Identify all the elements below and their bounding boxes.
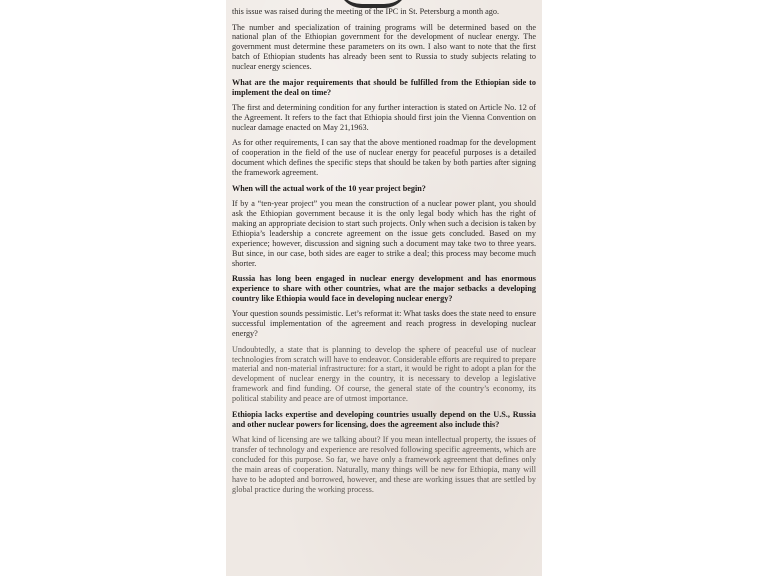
paragraph-question: Ethiopia lacks expertise and developing countries usually depend on the U.S., Russia and other nuclear powers for licensing, does the agreement also include this? — [232, 409, 536, 429]
paragraph-answer: this issue was raised during the meeting of the IPC in St. Petersburg a month ago. — [232, 7, 500, 16]
paragraph-question: When will the actual work of the 10 year project begin? — [232, 183, 426, 193]
paragraph-answer: As for other requirements, I can say that the above mentioned roadmap for the development of cooperation in the field of the use of nuclear energy for peaceful purposes is a detailed document which defines the specific steps that should be taken by both parties after signing the framework agreement. — [232, 138, 536, 178]
paragraph-answer: Your question sounds pessimistic. Let’s reformat it: What tasks does the state need to ensure successful implementation of the agreement and reach progress in developing nuclear energy? — [232, 309, 536, 339]
newspaper-column — [226, 0, 542, 576]
paragraph-answer: The first and determining condition for any further interaction is stated on Article No. 12 of the Agreement. It refers to the fact that Ethiopia should first join the Vienna Convention on nuclear damage enacted on May 21,1963. — [232, 103, 536, 132]
paragraph-answer: The number and specialization of training programs will be determined based on the national plan of the Ethiopian government for the development of nuclear energy. The government must determine these parameters on its own. I also want to note that the first batch of Ethiopian students has already been sent to Russia to study subjects relating to nuclear energy sciences. — [232, 22, 536, 72]
paragraph-answer: If by a “ten-year project” you mean the construction of a nuclear power plant, you should ask the Ethiopian government because it is the only legal body which has the right of making an appropriate decision to start such projects. Only when such a decision is taken by Ethiopia’s leadership a concrete agreement on the issue gets concluded. Based on my experience; however, discussion and signing such a document may take two to three years. But since, in our case, both sides are eager to strike a deal; this process may become much shorter. — [232, 199, 536, 268]
paragraph-answer: What kind of licensing are we talking about? If you mean intellectual property, the issues of transfer of technology and experience are resolved following specific agreements, which are concluded for this purpose. So far, we have only a framework agreement that defines only the main areas of cooperation. Naturally, many things will be new for Ethiopia, many will have to be adopted and borrowed, however, and these are working issues that are settled by global practice during the working process. — [232, 435, 536, 494]
paragraph-answer: Undoubtedly, a state that is planning to develop the sphere of peaceful use of nuclear technologies from scratch will have to endeavor. Considerable efforts are required to prepare material and non-material infrastructure: for a start, it would be right to adopt a plan for the development of nuclear energy in the country, it is necessary to develop a legislative framework and find funding. Of course, the general state of the country’s economy, its political stability and peace are of utmost importance. — [232, 344, 536, 404]
article-body — [232, 7, 536, 500]
paragraph-question: Russia has long been engaged in nuclear energy development and has enormous experience to share with other countries, what are the major setbacks a developing country like Ethiopia would face in developing nuclear energy? — [232, 274, 536, 303]
paragraph-question: What are the major requirements that should be fulfilled from the Ethiopian side to implement the deal on time? — [232, 77, 536, 97]
